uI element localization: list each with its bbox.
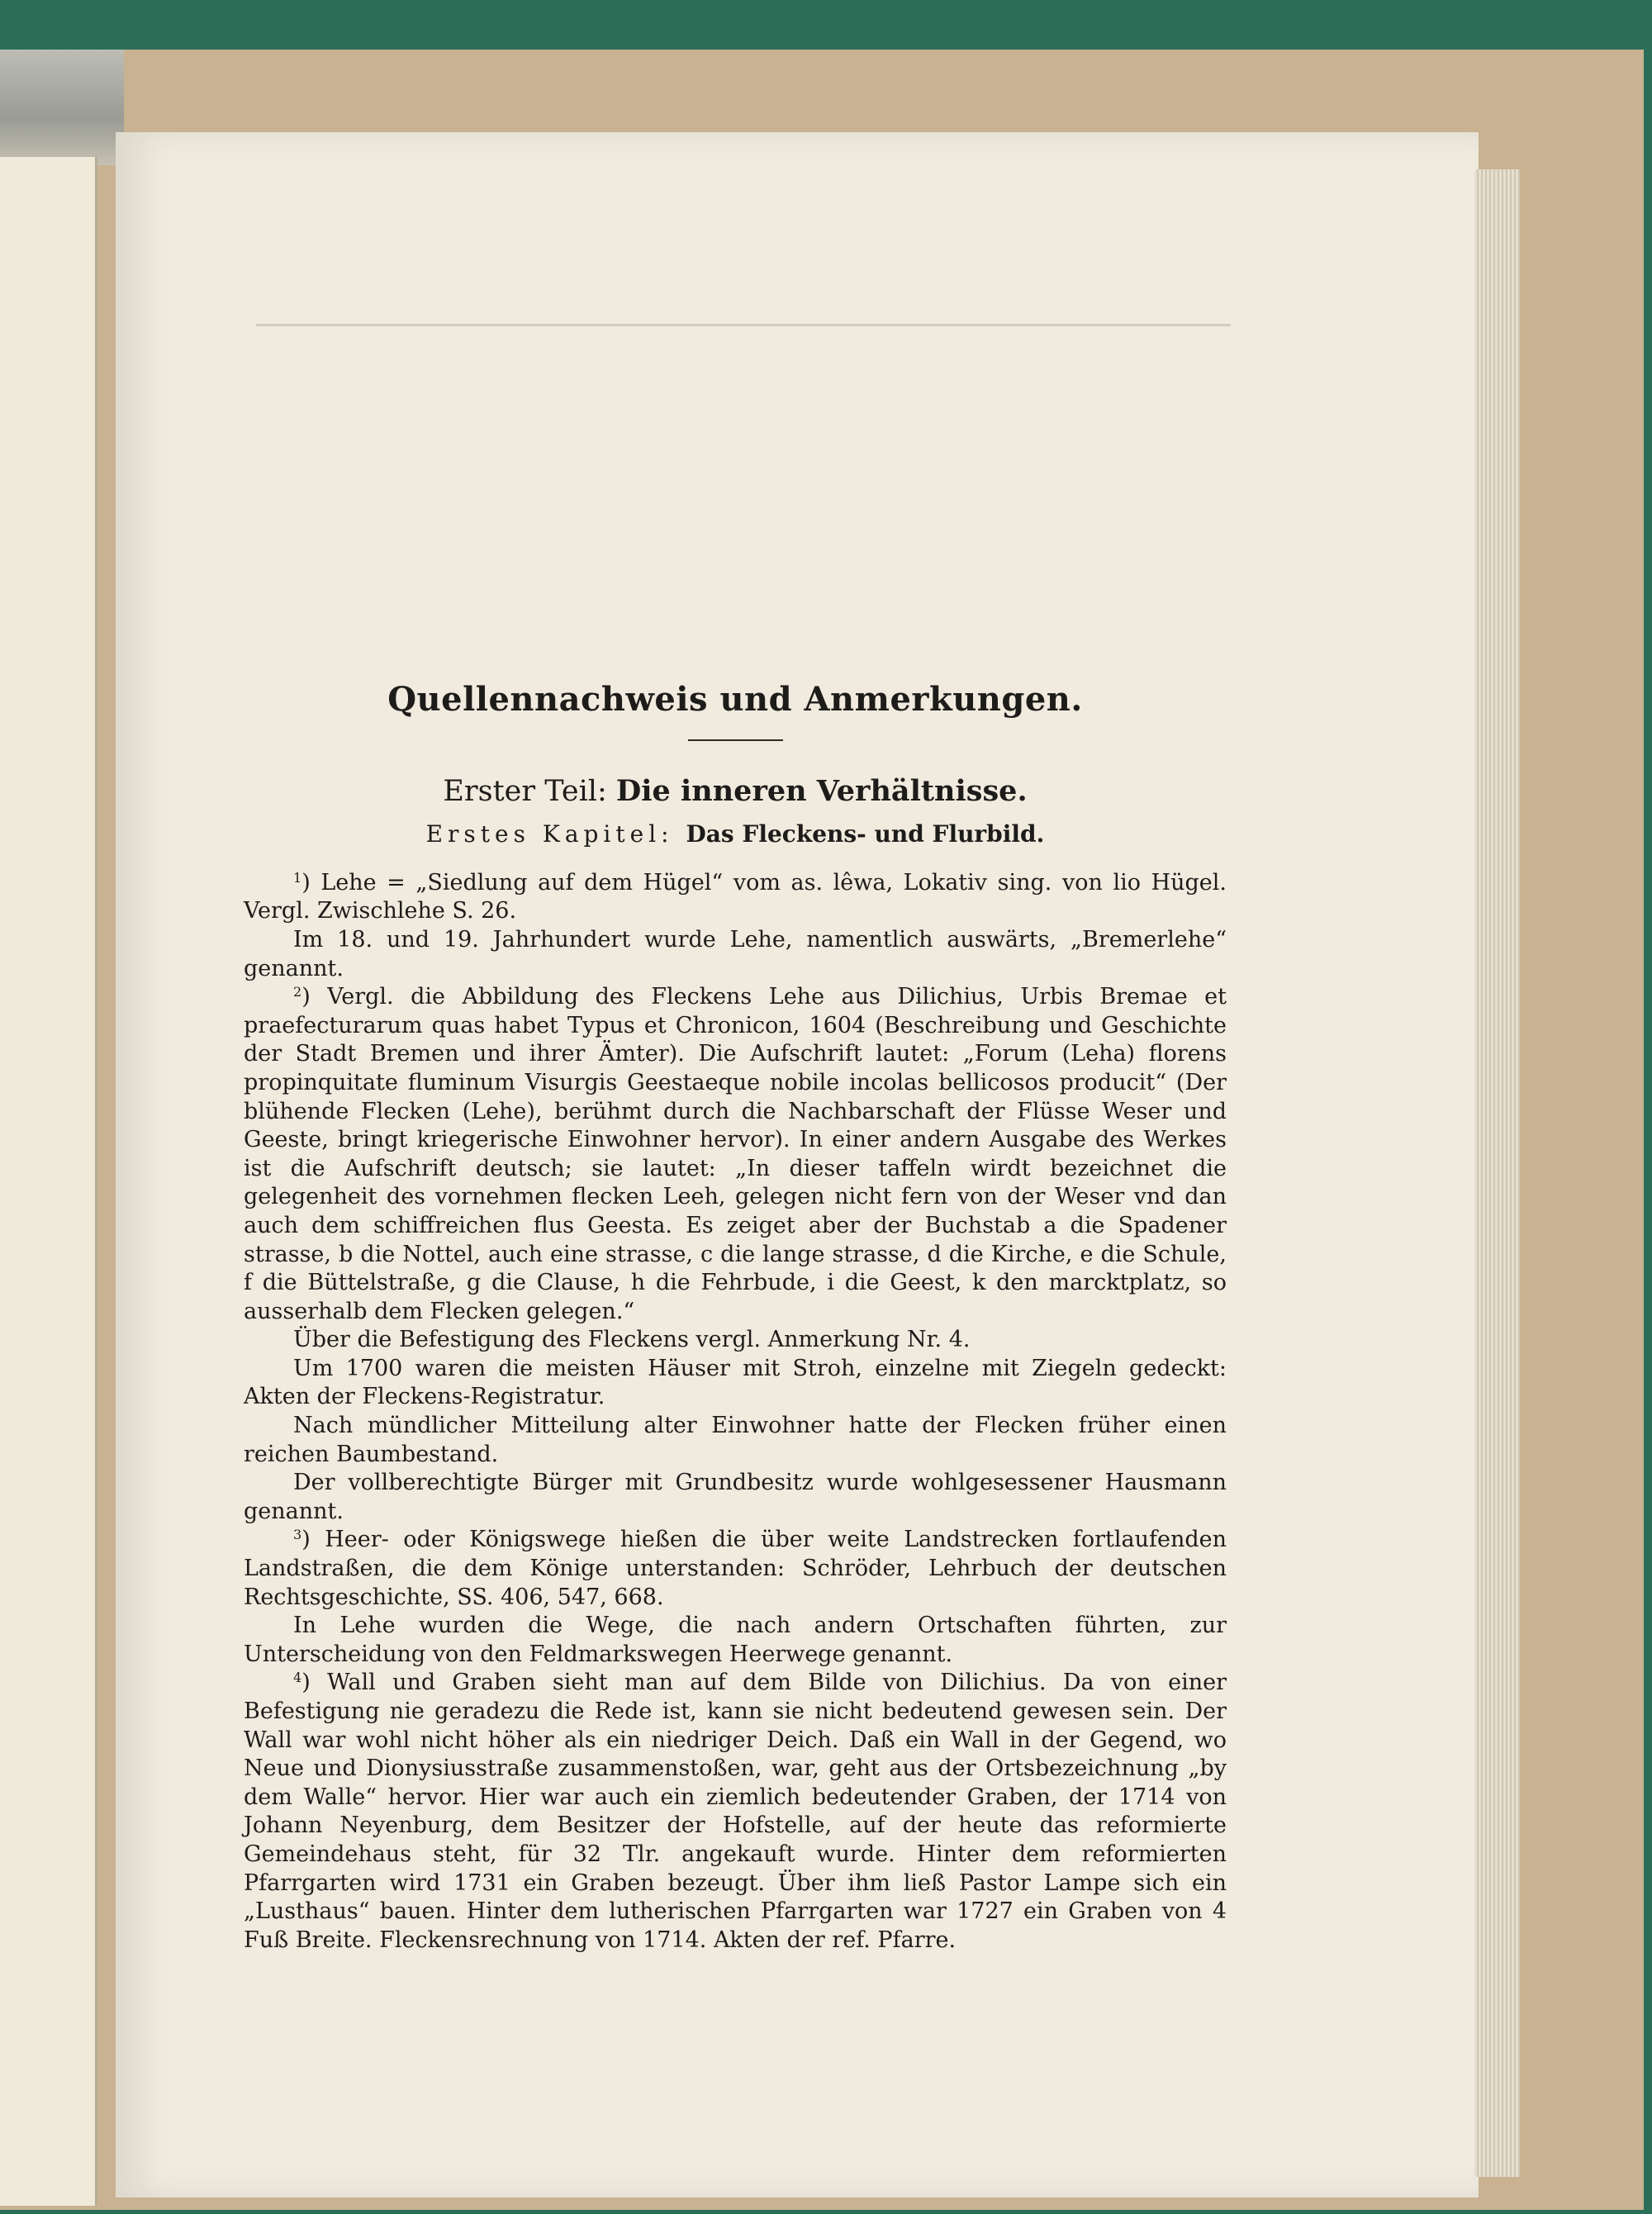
paragraph: [244, 926, 1227, 983]
paragraph: [244, 1355, 1227, 1412]
footnote-number: 1: [293, 869, 302, 886]
part-heading: [244, 773, 1227, 808]
paragraph-text: ) Lehe = „Siedlung auf dem Hügel“ vom as. lêwa, Lokativ sing. von lio Hügel. Vergl. Zwischlehe S. 26.: [244, 869, 1227, 924]
paragraph-text: Im 18. und 19. Jahrhundert wurde Lehe, namentlich auswärts, „Bremerlehe“ genannt.: [244, 926, 1227, 981]
paragraph-text: ) Vergl. die Abbildung des Fleckens Lehe aus Dilichius, Urbis Bremae et praefecturarum quas habet Typus et Chronicon, 1604 (Beschreibung und Geschichte der Stadt Bremen und ihrer Ämter). Die Aufschrift lautet: „Forum (Leha) florens propinquitate fluminum Visurgis Geestaeque nobile incolas bellicosos producit“ (Der blühende Flecken (Lehe), berühmt durch die Nachbarschaft der Flüsse Weser und Geeste, bringt kriegerische Einwohner hervor). In einer andern Ausgabe des Werkes ist die Aufschrift deutsch; sie lautet: „In dieser taffeln wirdt bezeichnet die gelegenheit des vornehmen flecken Leeh, gelegen nicht fern von der Weser vnd dan auch dem schiffreichen flus Geesta. Es zeiget aber der Buchstab a die Spadener strasse, b die Nottel, auch eine strasse, c die lange strasse, d die Kirche, e die Schule, f die Büttelstraße, g die Clause, h die Fehrbude, i die Geest, k den marcktplatz, so ausserhalb dem Flecken gelegen.“: [244, 984, 1227, 1324]
paragraph: [244, 869, 1227, 926]
book-spine: [0, 50, 124, 165]
paragraph-text: Über die Befestigung des Fleckens vergl. Anmerkung Nr. 4.: [293, 1327, 971, 1353]
paragraph-text: Nach mündlicher Mitteilung alter Einwohner hatte der Flecken früher einen reichen Baumbestand.: [244, 1413, 1227, 1467]
paragraph: [244, 1526, 1227, 1612]
paragraph: [244, 983, 1227, 1326]
paragraph-text: ) Heer- oder Königswege hießen die über weite Landstrecken fortlaufenden Landstraßen, die dem Könige unterstanden: Schröder, Lehrbuch der deutschen Rechtsgeschichte, SS. 406, 547, 668.: [244, 1527, 1227, 1610]
chapter-title: Das Fleckens- und Flurbild.: [686, 820, 1045, 848]
page-title: Quellennachweis und Anmerkungen.: [387, 680, 1083, 719]
footnote-number: 4: [293, 1670, 302, 1686]
page-edges: [1474, 169, 1520, 2177]
paragraph: [244, 1669, 1227, 1955]
paragraph: [244, 1412, 1227, 1469]
chapter-heading: [244, 820, 1227, 849]
title-rule: [688, 739, 783, 741]
show-through-line: [256, 324, 1231, 326]
part-prefix: Erster Teil:: [443, 774, 616, 808]
part-title: Die inneren Verhältnisse.: [615, 773, 1028, 808]
footnote-number: 3: [293, 1527, 302, 1543]
paragraph: [244, 1469, 1227, 1526]
paragraph-text: Der vollberechtigte Bürger mit Grundbesitz wurde wohlgesessener Hausmann genannt.: [244, 1470, 1227, 1524]
footnote-number: 2: [293, 984, 302, 1000]
paragraph-text: In Lehe wurden die Wege, die nach andern Ortschaften führten, zur Unterscheidung von den Feldmarkswegen Heerwege genannt.: [244, 1613, 1227, 1667]
left-page: [0, 157, 97, 2206]
page-text: [244, 680, 1227, 1955]
chapter-prefix: Erstes Kapitel:: [425, 820, 686, 848]
paragraph: [244, 1326, 1227, 1355]
paragraph-text: ) Wall und Graben sieht man auf dem Bilde von Dilichius. Da von einer Befestigung nie geradezu die Rede ist, kann sie nicht bedeutend gewesen sein. Der Wall war wohl nicht höher als ein niedriger Deich. Daß ein Wall in der Gegend, wo Neue und Dionysiusstraße zusammenstoßen, war, geht aus der Ortsbezeichnung „by dem Walle“ hervor. Hier war auch ein ziemlich bedeutender Graben, der 1714 von Johann Neyenburg, dem Besitzer der Hofstelle, auf der heute das reformierte Gemeindehaus steht, für 32 Tlr. angekauft wurde. Hinter dem reformierten Pfarrgarten wird 1731 ein Graben bezeugt. Über ihm ließ Pastor Lampe sich ein „Lusthaus“ bauen. Hinter dem lutherischen Pfarrgarten war 1727 ein Graben von 4 Fuß Breite. Fleckensrechnung von 1714. Akten der ref. Pfarre.: [244, 1670, 1227, 1953]
paragraph-text: Um 1700 waren die meisten Häuser mit Stroh, einzelne mit Ziegeln gedeckt: Akten der Fleckens-Registratur.: [244, 1355, 1227, 1410]
paragraph: [244, 1612, 1227, 1669]
